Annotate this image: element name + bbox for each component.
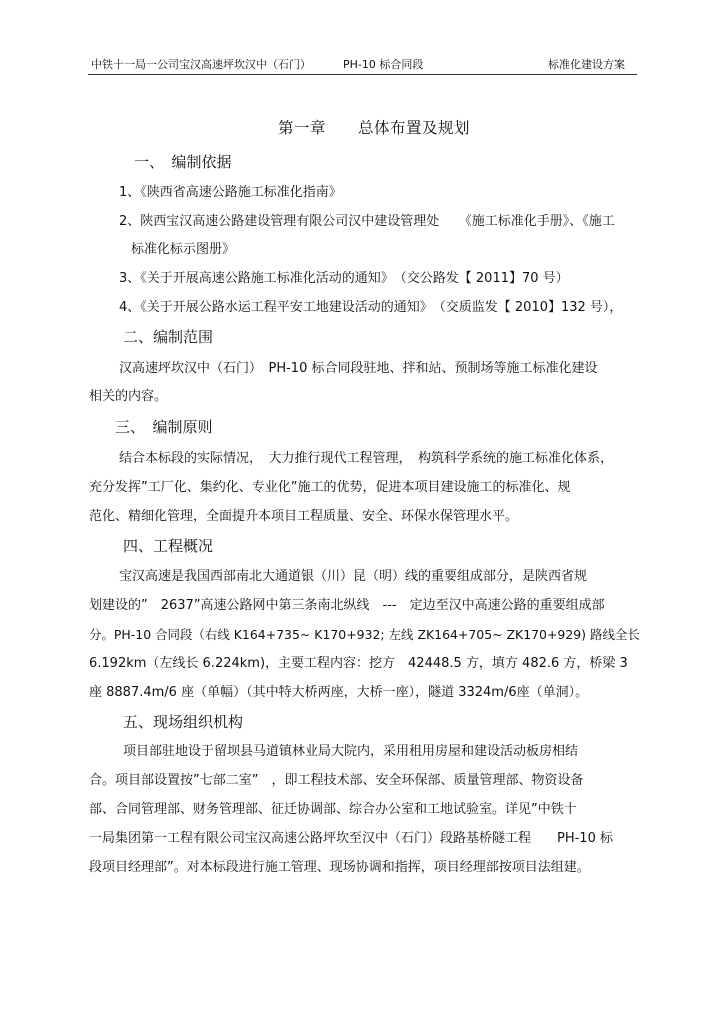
header-contract-section: PH-10 标合同段 <box>343 58 424 71</box>
principles-line-2: 充分发挥”工厂化、集约化、专业化”施工的优势，促进本项目建设施工的标准化、规 <box>89 480 571 495</box>
principles-line-1: 结合本标段的实际情况， 大力推行现代工程管理， 构筑科学系统的施工标准化体系， <box>119 451 614 466</box>
overview-line-3: 分。PH-10 合同段（右线 K164+735~ K170+932; 左线 ZK164+705~ ZK170+929) 路线全长 <box>89 627 640 642</box>
basis-item-2: 2、陕西宝汉高速公路建设管理有限公司汉中建设管理处 《施工标准化手册》、《施工 <box>119 214 615 229</box>
principles-line-3: 范化、精细化管理，全面提升本项目工程质量、安全、环保水保管理水平。 <box>89 509 519 524</box>
section-heading-principles: 三、 编制原则 <box>115 418 213 436</box>
header-doc-type: 标准化建设方案 <box>548 58 625 71</box>
overview-line-1: 宝汉高速是我国西部南北大通道银（川）昆（明）线的重要组成部分，是陕西省规 <box>119 569 588 584</box>
header-rule <box>88 74 637 75</box>
basis-item-3: 3、《关于开展高速公路施工标准化活动的通知》 （交公路发【 2011】70 号） <box>119 271 569 286</box>
section-heading-overview: 四、工程概况 <box>123 537 214 555</box>
chapter-title: 第一章 总体布置及规划 <box>278 119 471 137</box>
scope-line-2: 相关的内容。 <box>89 389 168 404</box>
organization-line-4: 一局集团第一工程有限公司宝汉高速公路坪坎至汉中（石门）段路基桥隧工程 PH-10 标 <box>89 831 613 846</box>
basis-item-2-cont: 标准化标示图册》 <box>131 242 236 257</box>
header-project-name: 中铁十一局一公司宝汉高速坪坎汉中（石门） <box>91 58 311 71</box>
organization-line-2: 合。项目部设置按”七部二室” ，即工程技术部、安全环保部、质量管理部、物资设备 <box>89 773 584 788</box>
organization-line-1: 项目部驻地设于留坝县马道镇林业局大院内，采用租用房屋和建设活动板房相结 <box>123 744 579 759</box>
basis-item-1: 1、《陕西省高速公路施工标准化指南》 <box>119 185 342 200</box>
overview-line-2: 划建设的” 2637”高速公路网中第三条南北纵线 --- 定边至汉中高速公路的重要组成部 <box>89 598 605 613</box>
organization-line-5: 段项目经理部”。对本标段进行施工管理、现场协调和指挥，项目经理部按项目法组建。 <box>89 860 590 875</box>
section-heading-organization: 五、现场组织机构 <box>123 713 244 731</box>
basis-item-4: 4、《关于开展公路水运工程平安工地建设活动的通知》 （交质监发【 2010】132 号）， <box>119 300 623 315</box>
section-heading-basis: 一、 编制依据 <box>134 153 232 171</box>
organization-line-3: 部、合同管理部、财务管理部、征迁协调部、综合办公室和工地试验室。详见”中铁十 <box>89 802 577 817</box>
section-heading-scope: 二、编制范围 <box>123 328 214 346</box>
overview-line-5: 座 8887.4m/6 座（单幅）（其中特大桥两座，大桥一座），隧道 3324m/6座（单洞）。 <box>89 685 589 700</box>
scope-line-1: 汉高速坪坎汉中（石门） PH-10 标合同段驻地、拌和站、预制场等施工标准化建设 <box>119 361 598 376</box>
overview-line-4: 6.192km（左线长 6.224km)，主要工程内容：挖方 42448.5 方，填方 482.6 方，桥梁 3 <box>89 656 628 671</box>
